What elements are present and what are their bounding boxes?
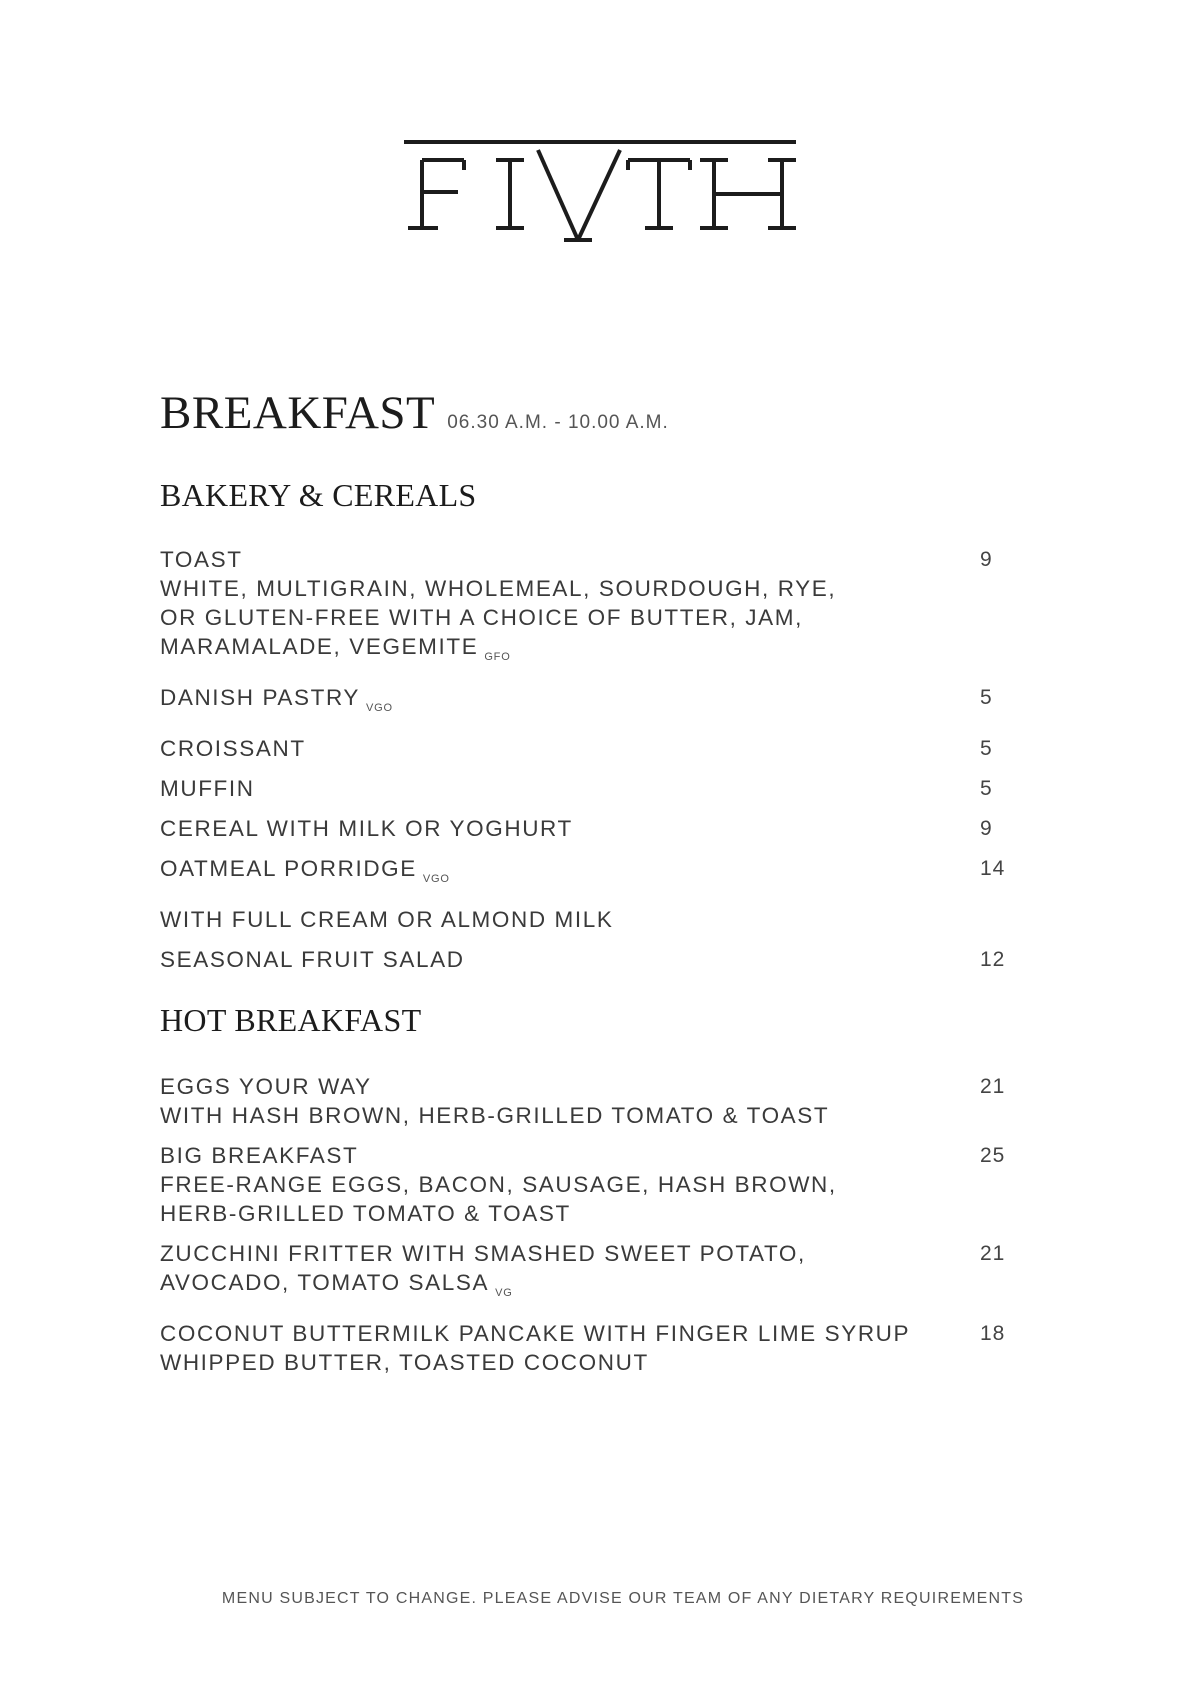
menu-item-line-text: OATMEAL PORRIDGE — [160, 856, 417, 881]
menu-item-line-text: COCONUT BUTTERMILK PANCAKE WITH FINGER LIME SYRUP — [160, 1321, 911, 1346]
menu-item-description — [160, 774, 960, 803]
menu-item — [160, 945, 1020, 974]
menu-item-price: 21 — [980, 1075, 1006, 1098]
menu-item-line-text: EGGS YOUR WAY — [160, 1074, 372, 1099]
menu-item-detail-line — [160, 1170, 960, 1199]
menu-item-description — [160, 683, 960, 723]
menu-item-line-text: CROISSANT — [160, 736, 306, 761]
menu-item — [160, 683, 1020, 723]
menu-item-name — [160, 854, 960, 894]
menu-item-name — [160, 1239, 960, 1268]
menu-item-name — [160, 545, 960, 574]
dietary-tag: VGO — [422, 873, 450, 885]
menu-item-description — [160, 1319, 960, 1377]
menu-item-line-text: MUFFIN — [160, 776, 255, 801]
menu-item-line-text: DANISH PASTRY — [160, 685, 361, 710]
menu-item-detail-line — [160, 574, 960, 603]
section-bakery-items — [160, 545, 1020, 974]
menu-item-line-text: WHITE, MULTIGRAIN, WHOLEMEAL, SOURDOUGH, RYE, — [160, 576, 837, 601]
menu-item-detail-line — [160, 1268, 960, 1308]
menu-item-line-text: WITH FULL CREAM OR ALMOND MILK — [160, 907, 614, 932]
menu-item — [160, 774, 1020, 803]
menu-item-name — [160, 734, 960, 763]
menu-item — [160, 1072, 1020, 1130]
menu-item-description — [160, 814, 960, 843]
menu-item-name — [160, 683, 960, 723]
menu-item-name — [160, 1319, 960, 1348]
section-title-hot-breakfast: HOT BREAKFAST — [160, 1002, 422, 1038]
meal-hours: 06.30 A.M. - 10.00 A.M. — [447, 412, 669, 433]
menu-item-description — [160, 734, 960, 763]
menu-item-name — [160, 905, 960, 934]
meal-title: BREAKFAST — [160, 387, 436, 439]
menu-item-line-text: OR GLUTEN-FREE WITH A CHOICE OF BUTTER, JAM, — [160, 605, 803, 630]
menu-item-price: 12 — [980, 948, 1006, 971]
menu-item-name — [160, 1072, 960, 1101]
menu-item-line-text: SEASONAL FRUIT SALAD — [160, 947, 465, 972]
dietary-tag: VGO — [366, 702, 393, 714]
menu-item-detail-line — [160, 1199, 960, 1228]
menu-item — [160, 1239, 1020, 1308]
menu-item-line-text: AVOCADO, TOMATO SALSA — [160, 1270, 490, 1295]
footer-text: MENU SUBJECT TO CHANGE. PLEASE ADVISE OUR TEAM OF ANY DIETARY REQUIREMENTS — [221, 1590, 1025, 1607]
menu-item-name — [160, 774, 960, 803]
menu-item-detail-line — [160, 1101, 960, 1130]
menu-item-line-text: BIG BREAKFAST — [160, 1143, 359, 1168]
fivth-logo-mark — [400, 128, 800, 248]
menu-item-price: 5 — [980, 777, 993, 800]
menu-item-description — [160, 1141, 960, 1228]
menu-item-description — [160, 1239, 960, 1308]
menu-item-description — [160, 1072, 960, 1130]
section-hot-breakfast-items — [160, 1072, 1020, 1377]
menu-item-price: 5 — [980, 686, 993, 709]
menu-item-line-text: WITH HASH BROWN, HERB-GRILLED TOMATO & TOAST — [160, 1103, 830, 1128]
dietary-tag: GFO — [484, 651, 511, 663]
menu-item-line-text: WHIPPED BUTTER, TOASTED COCONUT — [160, 1350, 649, 1375]
menu-item-detail-line — [160, 632, 960, 672]
menu-item — [160, 1319, 1020, 1377]
menu-item — [160, 545, 1020, 672]
menu-item-name — [160, 814, 960, 843]
menu-item-detail-line — [160, 1348, 960, 1377]
menu-item-description — [160, 854, 960, 894]
menu-item-price: 21 — [980, 1242, 1006, 1265]
brand-logo — [0, 128, 1200, 268]
menu-item-price: 9 — [980, 548, 993, 571]
menu-item-line-text: FREE-RANGE EGGS, BACON, SAUSAGE, HASH BROWN, — [160, 1172, 837, 1197]
menu-item — [160, 1141, 1020, 1228]
menu-item-detail-line — [160, 603, 960, 632]
menu-content — [160, 387, 1020, 1388]
menu-item-price: 9 — [980, 817, 993, 840]
menu-item-line-text: HERB-GRILLED TOMATO & TOAST — [160, 1201, 571, 1226]
section-title-bakery: BAKERY & CEREALS — [160, 477, 477, 513]
menu-item-description — [160, 945, 960, 974]
menu-item — [160, 854, 1020, 894]
menu-item-line-text: TOAST — [160, 547, 243, 572]
menu-item-line-text: ZUCCHINI FRITTER WITH SMASHED SWEET POTATO, — [160, 1241, 806, 1266]
dietary-tag: VG — [495, 1287, 513, 1299]
menu-item-description — [160, 545, 960, 672]
menu-item — [160, 905, 1020, 934]
menu-item — [160, 814, 1020, 843]
menu-item-description — [160, 905, 960, 934]
menu-item-name — [160, 945, 960, 974]
menu-item-price: 25 — [980, 1144, 1006, 1167]
menu-item-line-text: CEREAL WITH MILK OR YOGHURT — [160, 816, 573, 841]
menu-item-line-text: MARAMALADE, VEGEMITE — [160, 634, 479, 659]
menu-item-price: 18 — [980, 1322, 1006, 1345]
menu-item — [160, 734, 1020, 763]
menu-item-price: 14 — [980, 857, 1006, 880]
footer-note — [0, 1590, 1200, 1608]
menu-item-name — [160, 1141, 960, 1170]
menu-item-price: 5 — [980, 737, 993, 760]
meal-header — [160, 387, 1020, 439]
